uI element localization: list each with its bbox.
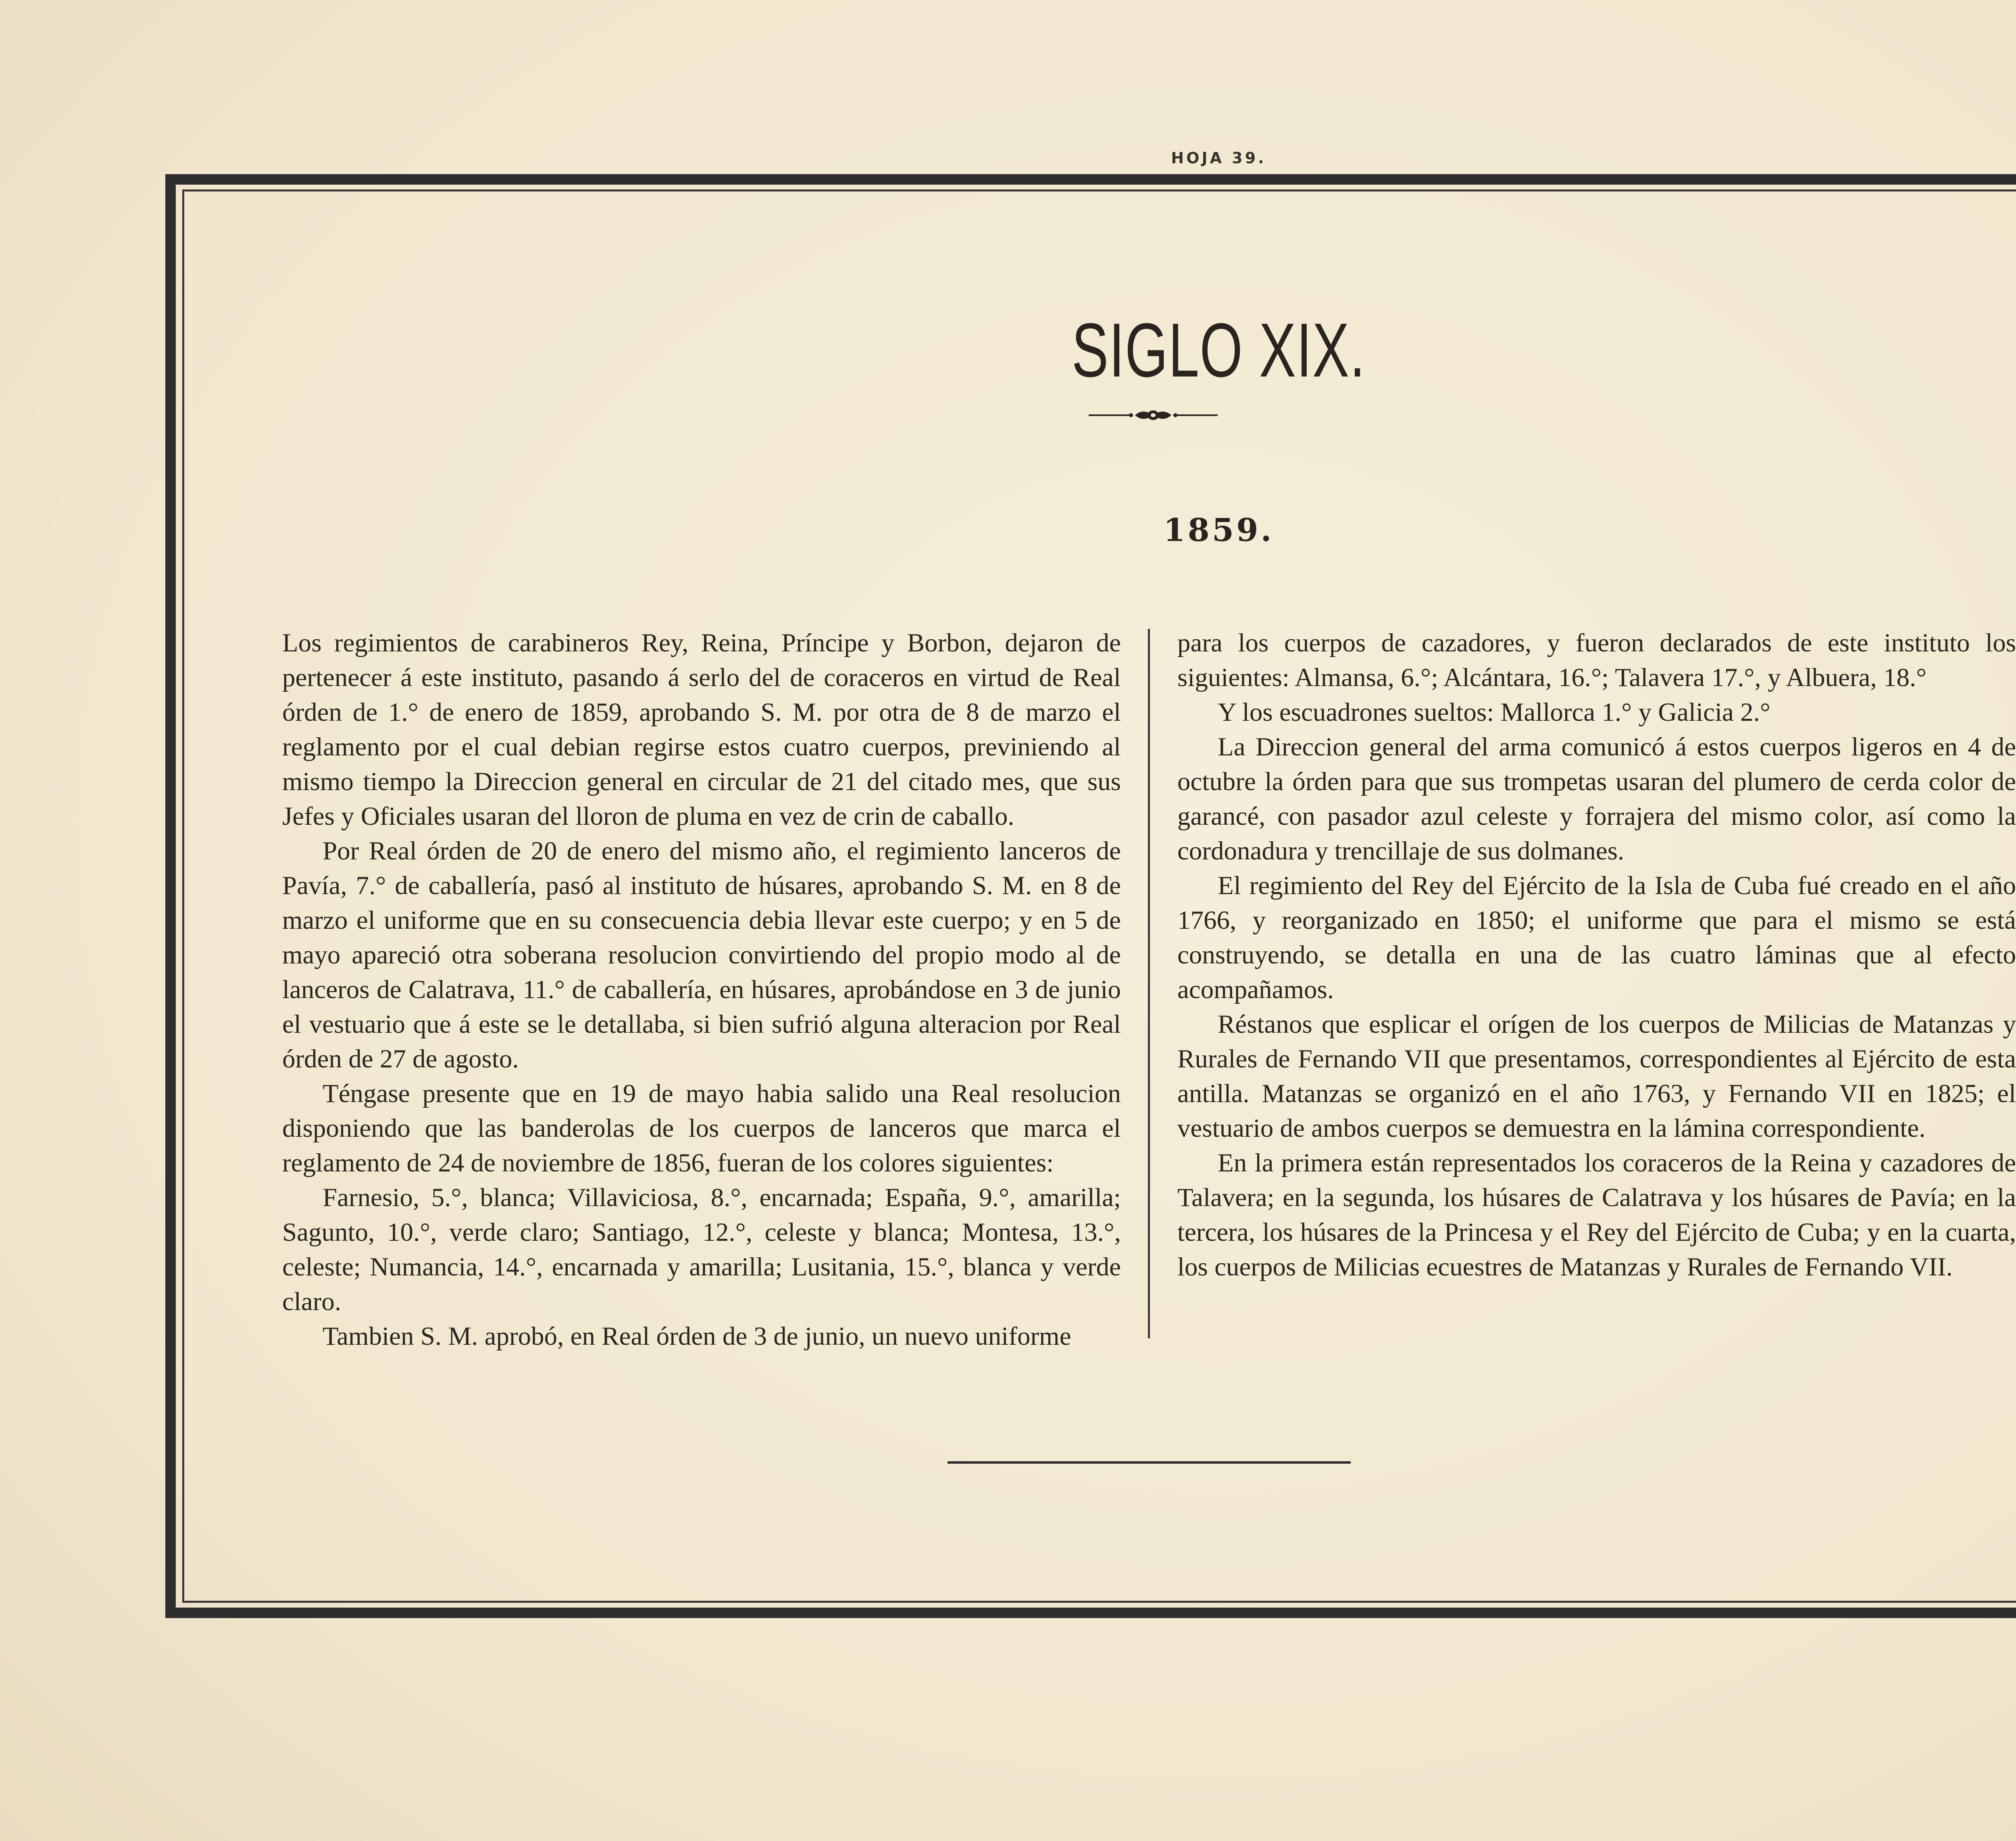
paragraph: El regimiento del Rey del Ejército de la Isla de Cuba fué creado en el año 1766, y reorganizado en 1850; el uniforme que para el mismo se está construyendo, se detalla en una de las cuatro láminas que al efecto acompañamos. — [1177, 871, 2016, 1004]
left-text-column — [282, 626, 1121, 1354]
paragraph: Por Real órden de 20 de enero del mismo año, el regimiento lanceros de Pavía, 7.° de caballería, pasó al instituto de húsares, aprobando S. M. en 8 de marzo el uniforme que en su consecuencia debia llevar este cuerpo; y en 5 de mayo apareció otra soberana resolucion convirtiendo del propio modo al de lanceros de Calatrava, 11.° de caballería, en húsares, aprobándose en 3 de junio el vestuario que á este se le detallaba, si bien sufrió alguna alteracion por Real órden de 27 de agosto. — [282, 836, 1121, 1073]
paragraph: Farnesio, 5.°, blanca; Villaviciosa, 8.°, encarnada; España, 9.°, amarilla; Sagunto, 10.°, verde claro; Santiago, 12.°, celeste y blanca; Montesa, 13.°, celeste; Numancia, 14.°, encarnada y amarilla; Lusitania, 15.°, blanca y verde claro. — [282, 1183, 1121, 1316]
paragraph: Téngase presente que en 19 de mayo habia salido una Real resolucion disponiendo que las banderolas de los cuerpos de lanceros que marca el reglamento de 24 de noviembre de 1856, fueran de los colores siguientes: — [282, 1079, 1121, 1177]
paragraph: En la primera están representados los coraceros de la Reina y cazadores de Talavera; en la segunda, los húsares de Calatrava y los húsares de Pavía; en la tercera, los húsares de la Princesa y el Rey del Ejército de Cuba; y en la cuarta, los cuerpos de Milicias ecuestres de Matanzas y Rurales de Fernando VII. — [1177, 1148, 2016, 1281]
column-divider — [1148, 629, 1150, 1338]
sheet-label: HOJA 39. — [1171, 149, 1266, 167]
page-title: SIGLO XIX. — [1071, 308, 1366, 393]
paragraph: Los regimientos de carabineros Rey, Reina, Príncipe y Borbon, dejaron de pertenecer á este instituto, pasando á serlo del de coraceros en virtud de Real órden de 1.° de enero de 1859, aprobando S. M. por otra de 8 de marzo el reglamento por el cual debian regirse estos cuatro cuerpos, previniendo al mismo tiempo la Direccion general en circular de 21 del citado mes, que sus Jefes y Oficiales usaran del lloron de pluma en vez de crin de caballo. — [282, 628, 1121, 831]
year-heading: 1859. — [1163, 512, 1274, 549]
paragraph: La Direccion general del arma comunicó á estos cuerpos ligeros en 4 de octubre la órden para que sus trompetas usaran del plumero de cerda color de garancé, con pasador azul celeste y forrajera del mismo color, así como la cordonadura y trencillaje de sus dolmanes. — [1177, 732, 2016, 865]
paragraph: Réstanos que esplicar el orígen de los cuerpos de Milicias de Matanzas y Rurales de Fernando VII que presentamos, correspondientes al Ejército de esta antilla. Matanzas se organizó en el año 1763, y Fernando VII en 1825; el vestuario de ambos cuerpos se demuestra en la lámina correspondiente. — [1177, 1010, 2016, 1143]
paragraph: Y los escuadrones sueltos: Mallorca 1.° y Galicia 2.° — [1218, 698, 1770, 727]
right-text-column — [1177, 626, 2016, 1284]
closing-rule — [948, 1461, 1351, 1464]
paragraph: para los cuerpos de cazadores, y fueron declarados de este instituto los siguientes: Almansa, 6.°; Alcántara, 16.°; Talavera 17.°, y Albuera, 18.° — [1177, 628, 2016, 692]
decorative-flourish-icon — [1089, 407, 1218, 423]
paragraph: Tambien S. M. aprobó, en Real órden de 3 de junio, un nuevo uniforme — [323, 1322, 1071, 1351]
